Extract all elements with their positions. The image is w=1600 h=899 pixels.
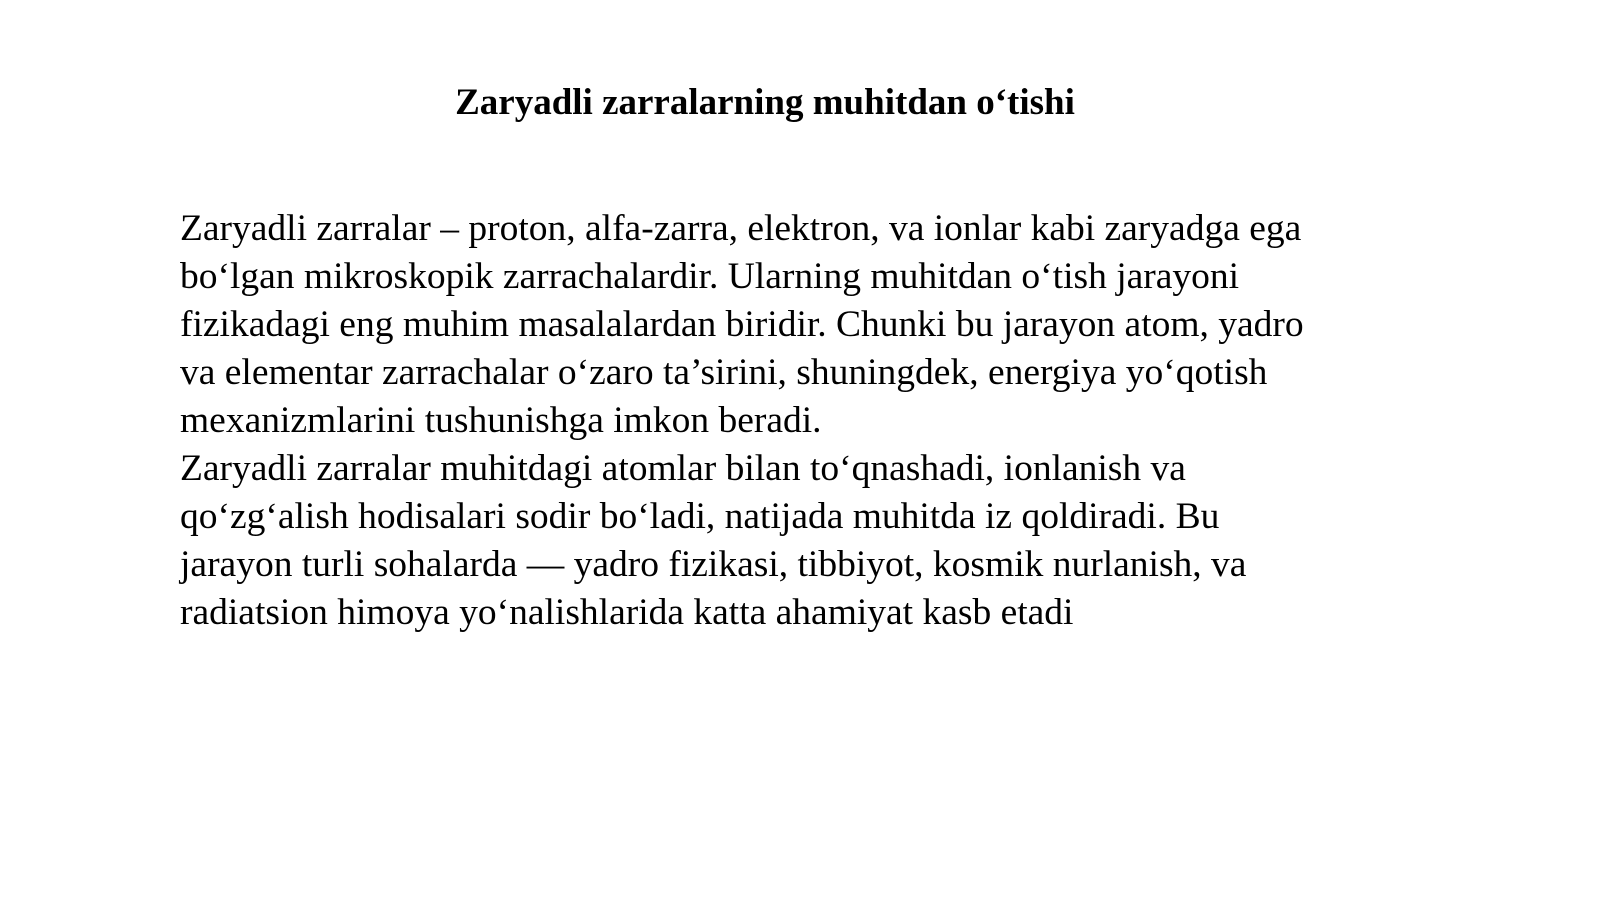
body-line: radiatsion himoya yo‘nalishlarida katta ahamiyat kasb etadi	[180, 592, 1074, 633]
body-line: fizikadagi eng muhim masalalardan biridir. Chunki bu jarayon atom, yadro	[180, 304, 1304, 345]
body-line: Zaryadli zarralar – proton, alfa-zarra, elektron, va ionlar kabi zaryadga ega	[180, 208, 1302, 249]
body-line: mexanizmlarini tushunishga imkon beradi.	[180, 400, 822, 441]
body-line: va elementar zarrachalar o‘zaro ta’sirini, shuningdek, energiya yo‘qotish	[180, 352, 1268, 393]
body-line: qo‘zg‘alish hodisalari sodir bo‘ladi, natijada muhitda iz qoldiradi. Bu	[180, 496, 1220, 537]
body-line: jarayon turli sohalarda — yadro fizikasi, tibbiyot, kosmik nurlanish, va	[180, 544, 1247, 585]
body-line: Zaryadli zarralar muhitdagi atomlar bilan to‘qnashadi, ionlanish va	[180, 448, 1186, 489]
body-line: bo‘lgan mikroskopik zarrachalardir. Ularning muhitdan o‘tish jarayoni	[180, 256, 1240, 297]
slide-title: Zaryadli zarralarning muhitdan o‘tishi	[455, 82, 1075, 123]
slide-body-text	[180, 205, 1420, 637]
